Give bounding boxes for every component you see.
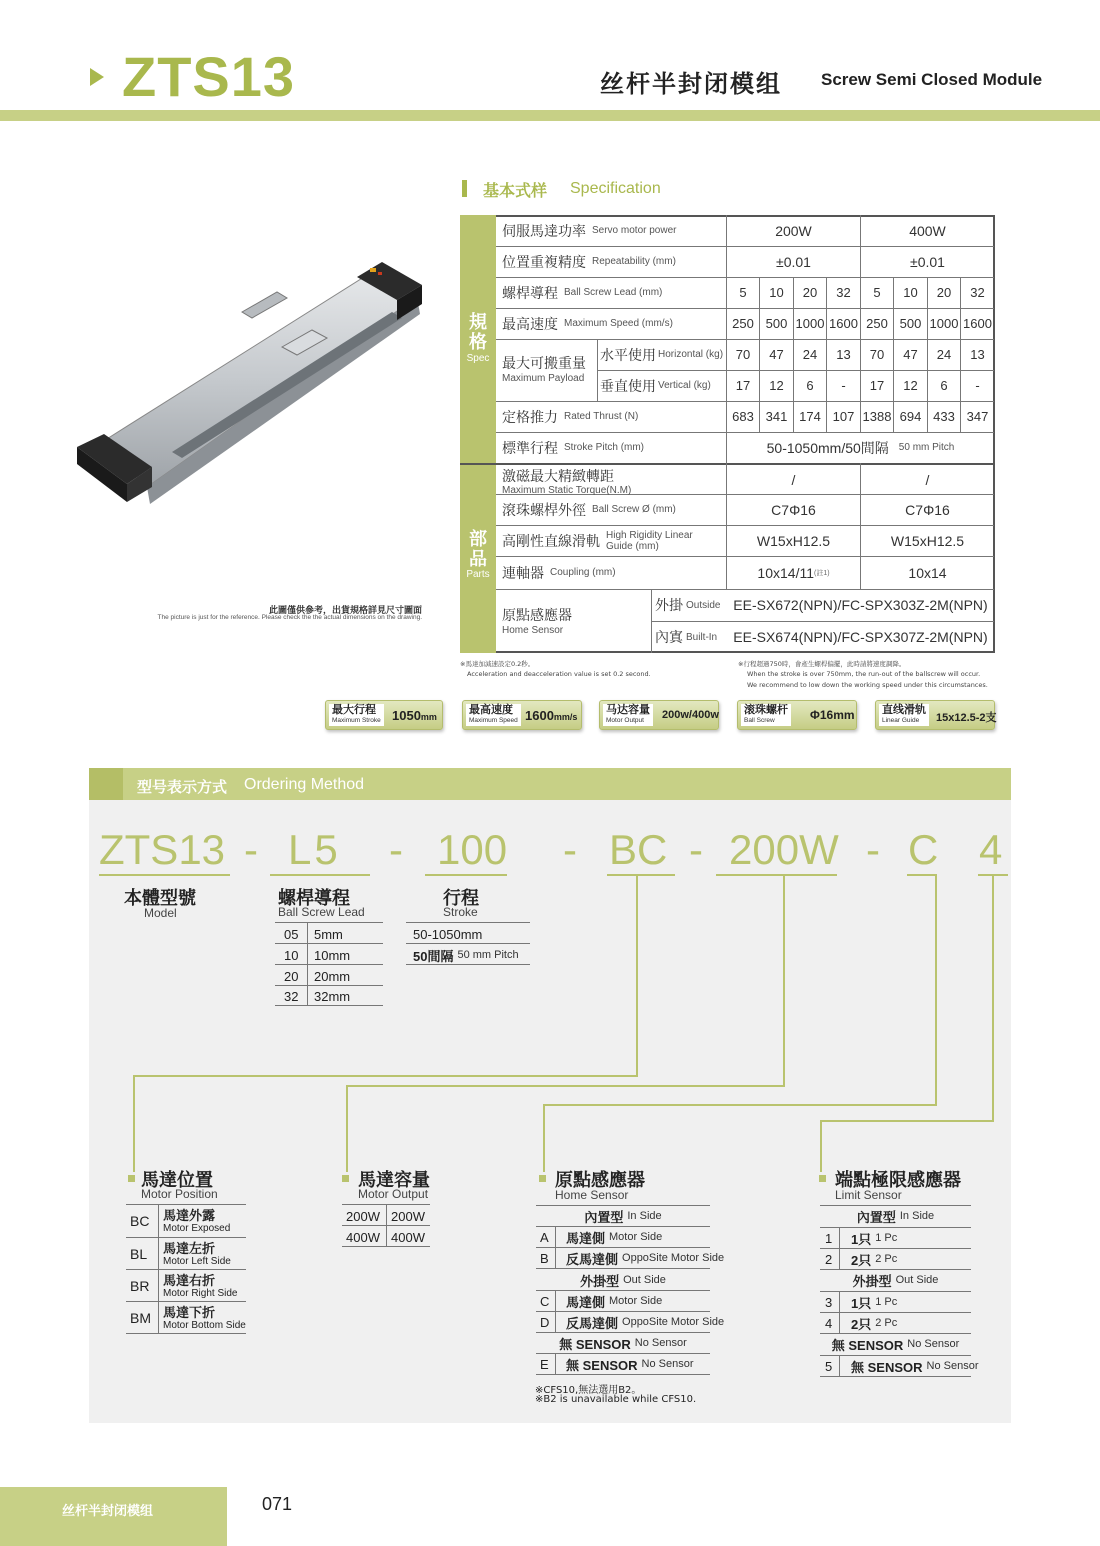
limit-sensor-3-code: 3	[825, 1294, 833, 1310]
thrust-value: 347	[966, 409, 989, 424]
vertical-value: 6	[806, 378, 814, 393]
home-sensor-outside-header: 外掛型 Out Side	[580, 1273, 666, 1289]
module-title-cn: 丝杆半封闭模组	[600, 70, 782, 98]
screw-200w: C7Φ16	[771, 501, 816, 518]
motor-pos-en: Motor Left Side	[163, 1255, 231, 1267]
motor-position-sub: Motor Position	[141, 1187, 218, 1201]
limit-sensor-col	[839, 1355, 840, 1376]
vertical-value: -	[841, 378, 846, 393]
code-dash-1: -	[244, 826, 258, 873]
horizontal-value: 24	[802, 347, 818, 362]
connector-limit	[992, 876, 994, 1122]
code-stroke: 100	[437, 826, 508, 873]
lead-value: 10	[769, 285, 784, 300]
lead-code-20: 20	[284, 968, 299, 984]
code-position: C	[908, 826, 939, 873]
motor-val-200w: 200W	[391, 1208, 425, 1224]
home-sensor-b-text: 反馬達側 OppoSite Motor Side	[566, 1251, 725, 1267]
footnote-stroke-en1: When the stroke is over 750mm, the run-out of the ballscrew will occur.	[747, 670, 981, 678]
motor-pos-code: BR	[130, 1278, 150, 1294]
vertical-value: 17	[735, 378, 751, 393]
horizontal-value: 70	[735, 347, 751, 362]
row-label-power: 伺服馬達功率 Servo motor power	[502, 223, 677, 240]
vertical-value: 12	[769, 378, 784, 393]
bullet-limit-sensor	[819, 1175, 826, 1182]
vertical-value: -	[975, 378, 980, 393]
badge-max-stroke: 最大行程 Maximum Stroke 1050mm	[325, 700, 443, 730]
row-label-horizontal: 水平使用 Horizontal (kg)	[600, 347, 724, 364]
vertical-value: 12	[903, 378, 918, 393]
row-label-stroke: 標準行程 Stroke Pitch (mm)	[502, 440, 645, 457]
row-label-coupling: 連軸器 Coupling (mm)	[502, 565, 616, 582]
image-note-cn: 此圖僅供參考，出貨規格詳見尺寸圖面	[268, 606, 422, 616]
speed-value: 250	[866, 316, 888, 331]
home-sensor-e-text: 無 SENSOR No Sensor	[566, 1357, 694, 1373]
spec-title-bar	[462, 180, 467, 197]
code-dash-3: -	[563, 826, 577, 873]
lead-value: 5	[873, 285, 881, 300]
footnote-accel-cn: ※馬達加減速設定0.2秒。	[460, 660, 535, 668]
code-motor: 200W	[729, 826, 839, 873]
home-sensor-sub: Home Sensor	[555, 1188, 629, 1202]
spec-title-en: Specification	[570, 180, 661, 197]
connector-position	[935, 876, 937, 1106]
lead-value: 10	[903, 285, 918, 300]
lead-val-05: 5mm	[314, 926, 343, 942]
code-limit: 4	[979, 826, 1003, 873]
row-label-speed: 最高速度 Maximum Speed (mm/s)	[502, 316, 673, 333]
bullet-home-sensor	[539, 1175, 546, 1182]
motor-pos-en: Motor Exposed	[163, 1222, 231, 1234]
thrust-value: 683	[732, 409, 754, 424]
ordering-title-cn: 型号表示方式	[137, 778, 228, 796]
motor-code-200w: 200W	[346, 1208, 380, 1224]
limit-sensor-col	[839, 1291, 840, 1333]
thrust-value: 433	[933, 409, 955, 424]
motor-pos-cn: 馬達外露	[163, 1208, 216, 1224]
limit-sensor-5-text: 無 SENSOR No Sensor	[851, 1359, 979, 1375]
code-dash-4: -	[689, 826, 703, 873]
row-label-builtin: 內寘 Built-In	[655, 630, 718, 646]
speed-value: 1600	[963, 316, 992, 331]
footnote-accel-en: Acceleration and deacceleration value is set 0.2 second.	[467, 670, 651, 678]
module-title-en: Screw Semi Closed Module	[821, 70, 1043, 89]
stroke-value: 50-1050mm/50間隔 50 mm Pitch	[766, 439, 955, 456]
speed-value: 1000	[795, 316, 825, 331]
repeat-200w: ±0.01	[776, 253, 811, 270]
limit-sensor-rule	[820, 1376, 971, 1377]
coupling-400w: 10x14	[908, 564, 947, 581]
code-lead: L5	[288, 826, 341, 873]
home-sensor-col	[555, 1290, 556, 1332]
limit-sensor-inside-header: 內置型 In Side	[856, 1209, 935, 1225]
connector-motor	[783, 876, 785, 1086]
badge-motor-output: 马达容量 Motor Output 200w/400w	[599, 700, 719, 730]
sensor-outside-value: EE-SX672(NPN)/FC-SPX303Z-2M(NPN)	[733, 597, 988, 613]
home-sensor-a-text: 馬達側 Motor Side	[566, 1230, 663, 1246]
bullet-motor-output	[342, 1175, 349, 1182]
lead-col-title: 螺桿導程	[278, 888, 350, 909]
motor-pos-en: Motor Right Side	[163, 1287, 238, 1299]
row-label-torque: 激磁最大精緻轉距 Maximum Static Torque(N.M)	[502, 469, 632, 496]
home-sensor-none-header: 無 SENSOR No Sensor	[559, 1336, 687, 1352]
code-model: ZTS13	[99, 826, 226, 873]
model-col-sub: Model	[144, 906, 177, 920]
underline-position	[907, 874, 937, 876]
limit-sensor-1-code: 1	[825, 1230, 833, 1246]
motor-pos-code: BC	[130, 1213, 150, 1229]
home-sensor-a-code: A	[540, 1229, 549, 1245]
bullet-motor-position	[128, 1175, 135, 1182]
lead-value: 32	[970, 285, 985, 300]
lead-value: 20	[802, 285, 818, 300]
ordering-header	[89, 768, 1011, 800]
lead-val-32: 32mm	[314, 988, 351, 1004]
motor-position-title: 馬達位置	[141, 1170, 213, 1191]
underline-model	[99, 874, 230, 876]
row-label-screw: 滾珠螺桿外徑 Ball Screw Ø (mm)	[502, 502, 676, 519]
limit-sensor-3-text: 1只 1 Pc	[851, 1295, 898, 1311]
row-label-guide: 高剛性直線滑軌 High Rigidity Linear Guide (mm)	[502, 529, 693, 552]
home-sensor-note-cn: ※CFS10,無法選用B2。	[535, 1385, 642, 1396]
sensor-builtin-value: EE-SX674(NPN)/FC-SPX307Z-2M(NPN)	[733, 629, 988, 645]
home-sensor-note-en: ※B2 is unavailable while CFS10.	[535, 1394, 697, 1405]
lead-code-05: 05	[284, 926, 299, 942]
parts-side-label: 部 品 Parts	[460, 465, 496, 653]
underline-sensor	[607, 874, 675, 876]
horizontal-value: 47	[903, 347, 918, 362]
home-sensor-c-code: C	[540, 1293, 550, 1309]
coupling-200w: 10x14/11 (註1)	[757, 564, 830, 581]
guide-400w: W15xH12.5	[890, 532, 965, 549]
ordering-title-en: Ordering Method	[244, 776, 365, 793]
horizontal-value: 13	[836, 347, 851, 362]
home-sensor-e-code: E	[540, 1356, 549, 1372]
row-label-vertical: 垂直使用 Vertical (kg)	[600, 378, 711, 395]
limit-sensor-4-text: 2只 2 Pc	[851, 1316, 898, 1332]
image-note-en: The picture is just for the reference. Please check the the actual dimensions on the drawing.	[157, 614, 422, 621]
horizontal-value: 24	[936, 347, 952, 362]
header-arrow-icon	[90, 68, 104, 86]
limit-sensor-1-text: 1只 1 Pc	[851, 1231, 898, 1247]
home-sensor-d-text: 反馬達側 OppoSite Motor Side	[566, 1315, 725, 1331]
horizontal-value: 47	[769, 347, 784, 362]
spec-side-label: 規 格 Spec	[460, 215, 496, 463]
page-number: 071	[262, 1494, 293, 1514]
limit-sensor-sub: Limit Sensor	[835, 1188, 902, 1202]
vertical-value: 6	[940, 378, 948, 393]
row-label-thrust: 定格推力 Rated Thrust (N)	[502, 409, 639, 426]
underline-stroke	[425, 874, 507, 876]
limit-sensor-2-text: 2只 2 Pc	[851, 1252, 898, 1268]
speed-value: 500	[899, 316, 922, 331]
stroke-pitch: 50間隔 50 mm Pitch	[413, 948, 519, 964]
motor-pos-cn: 馬達左折	[163, 1241, 216, 1257]
code-sensor: BC	[609, 826, 668, 873]
screw-400w: C7Φ16	[905, 501, 950, 518]
footer-title: 丝杆半封闭模组	[62, 1504, 154, 1519]
thrust-value: 1388	[862, 409, 892, 424]
home-sensor-col	[555, 1353, 556, 1374]
model-col-title: 本體型號	[124, 888, 196, 909]
limit-sensor-title: 端點極限感應器	[835, 1170, 961, 1191]
home-sensor-rule	[536, 1268, 710, 1269]
footnote-stroke-cn: ※行程超過750時，會產生螺桿偏擺，此時請將速度調降。	[738, 660, 906, 668]
stroke-col-title: 行程	[443, 888, 479, 909]
motor-pos-code: BM	[130, 1310, 151, 1326]
home-sensor-rule	[536, 1374, 710, 1375]
speed-value: 500	[765, 316, 788, 331]
lead-code-10: 10	[284, 947, 299, 963]
underline-motor	[716, 874, 837, 876]
speed-value: 250	[732, 316, 754, 331]
horizontal-value: 70	[869, 347, 885, 362]
speed-value: 1000	[929, 316, 959, 331]
home-sensor-b-code: B	[540, 1250, 549, 1266]
motor-code-400w: 400W	[346, 1229, 380, 1245]
lead-value: 20	[936, 285, 952, 300]
row-label-sensor: 原點感應器 Home Sensor	[502, 608, 572, 636]
badge-ball-screw: 滚珠螺杆 Ball Screw Φ16mm	[737, 700, 857, 730]
spec-title-cn: 基本式样	[483, 181, 548, 200]
limit-sensor-col	[839, 1227, 840, 1269]
lead-col-sub: Ball Screw Lead	[278, 905, 365, 919]
stroke-range: 50-1050mm	[413, 926, 483, 942]
vertical-value: 17	[869, 378, 885, 393]
motor-output-title: 馬達容量	[358, 1170, 430, 1191]
row-label-outside: 外掛 Outside	[655, 598, 721, 614]
horizontal-value: 13	[970, 347, 985, 362]
connector-sensor	[636, 876, 638, 1076]
limit-sensor-2-code: 2	[825, 1251, 833, 1267]
lead-value: 5	[739, 285, 747, 300]
header-divider	[0, 110, 1100, 121]
motor-pos-cn: 馬達右折	[163, 1273, 216, 1289]
row-label-payload: 最大可搬重量 Maximum Payload	[502, 356, 586, 384]
power-400w: 400W	[909, 222, 946, 239]
product-image	[72, 252, 432, 512]
code-dash-2: -	[389, 826, 403, 873]
limit-sensor-none-header: 無 SENSOR No Sensor	[831, 1337, 960, 1353]
motor-pos-en: Motor Bottom Side	[163, 1319, 246, 1331]
thrust-value: 107	[832, 409, 855, 424]
lead-val-10: 10mm	[314, 947, 351, 963]
guide-200w: W15xH12.5	[756, 532, 831, 549]
stroke-col-sub: Stroke	[443, 905, 478, 919]
home-sensor-inside-header: 內置型 In Side	[584, 1209, 662, 1225]
thrust-value: 341	[765, 409, 788, 424]
row-label-lead: 螺桿導程 Ball Screw Lead (mm)	[502, 285, 663, 302]
home-sensor-c-text: 馬達側 Motor Side	[566, 1294, 663, 1310]
motor-pos-code: BL	[130, 1246, 148, 1262]
lead-val-20: 20mm	[314, 968, 351, 984]
limit-sensor-5-code: 5	[825, 1358, 833, 1374]
row-label-repeatability: 位置重複精度 Repeatability (mm)	[502, 254, 676, 271]
home-sensor-col	[555, 1226, 556, 1268]
thrust-value: 174	[799, 409, 821, 424]
speed-value: 1600	[829, 316, 858, 331]
model-title: ZTS13	[122, 45, 296, 108]
torque-200w: /	[791, 471, 796, 488]
torque-400w: /	[925, 471, 930, 488]
underline-lead	[270, 874, 370, 876]
code-dash-5: -	[866, 826, 880, 873]
motor-val-400w: 400W	[391, 1229, 425, 1245]
motor-pos-cn: 馬達下折	[163, 1305, 216, 1321]
badge-max-speed: 最高速度 Maximum Speed 1600mm/s	[462, 700, 582, 730]
repeat-400w: ±0.01	[910, 253, 945, 270]
home-sensor-title: 原點感應器	[555, 1170, 645, 1191]
lead-value: 32	[836, 285, 851, 300]
limit-sensor-outside-header: 外掛型 Out Side	[852, 1273, 939, 1289]
home-sensor-d-code: D	[540, 1314, 550, 1330]
ordering-header-accent	[89, 768, 123, 800]
thrust-value: 694	[899, 409, 922, 424]
motor-output-sub: Motor Output	[358, 1187, 429, 1201]
limit-sensor-4-code: 4	[825, 1315, 833, 1331]
footnote-stroke-en2: We recommend to low down the working speed under this circumstances.	[747, 681, 988, 689]
badge-linear-guide: 直线滑轨 Linear Guide 15x12.5-2支	[875, 700, 995, 730]
lead-code-32: 32	[284, 988, 299, 1004]
power-200w: 200W	[775, 222, 812, 239]
